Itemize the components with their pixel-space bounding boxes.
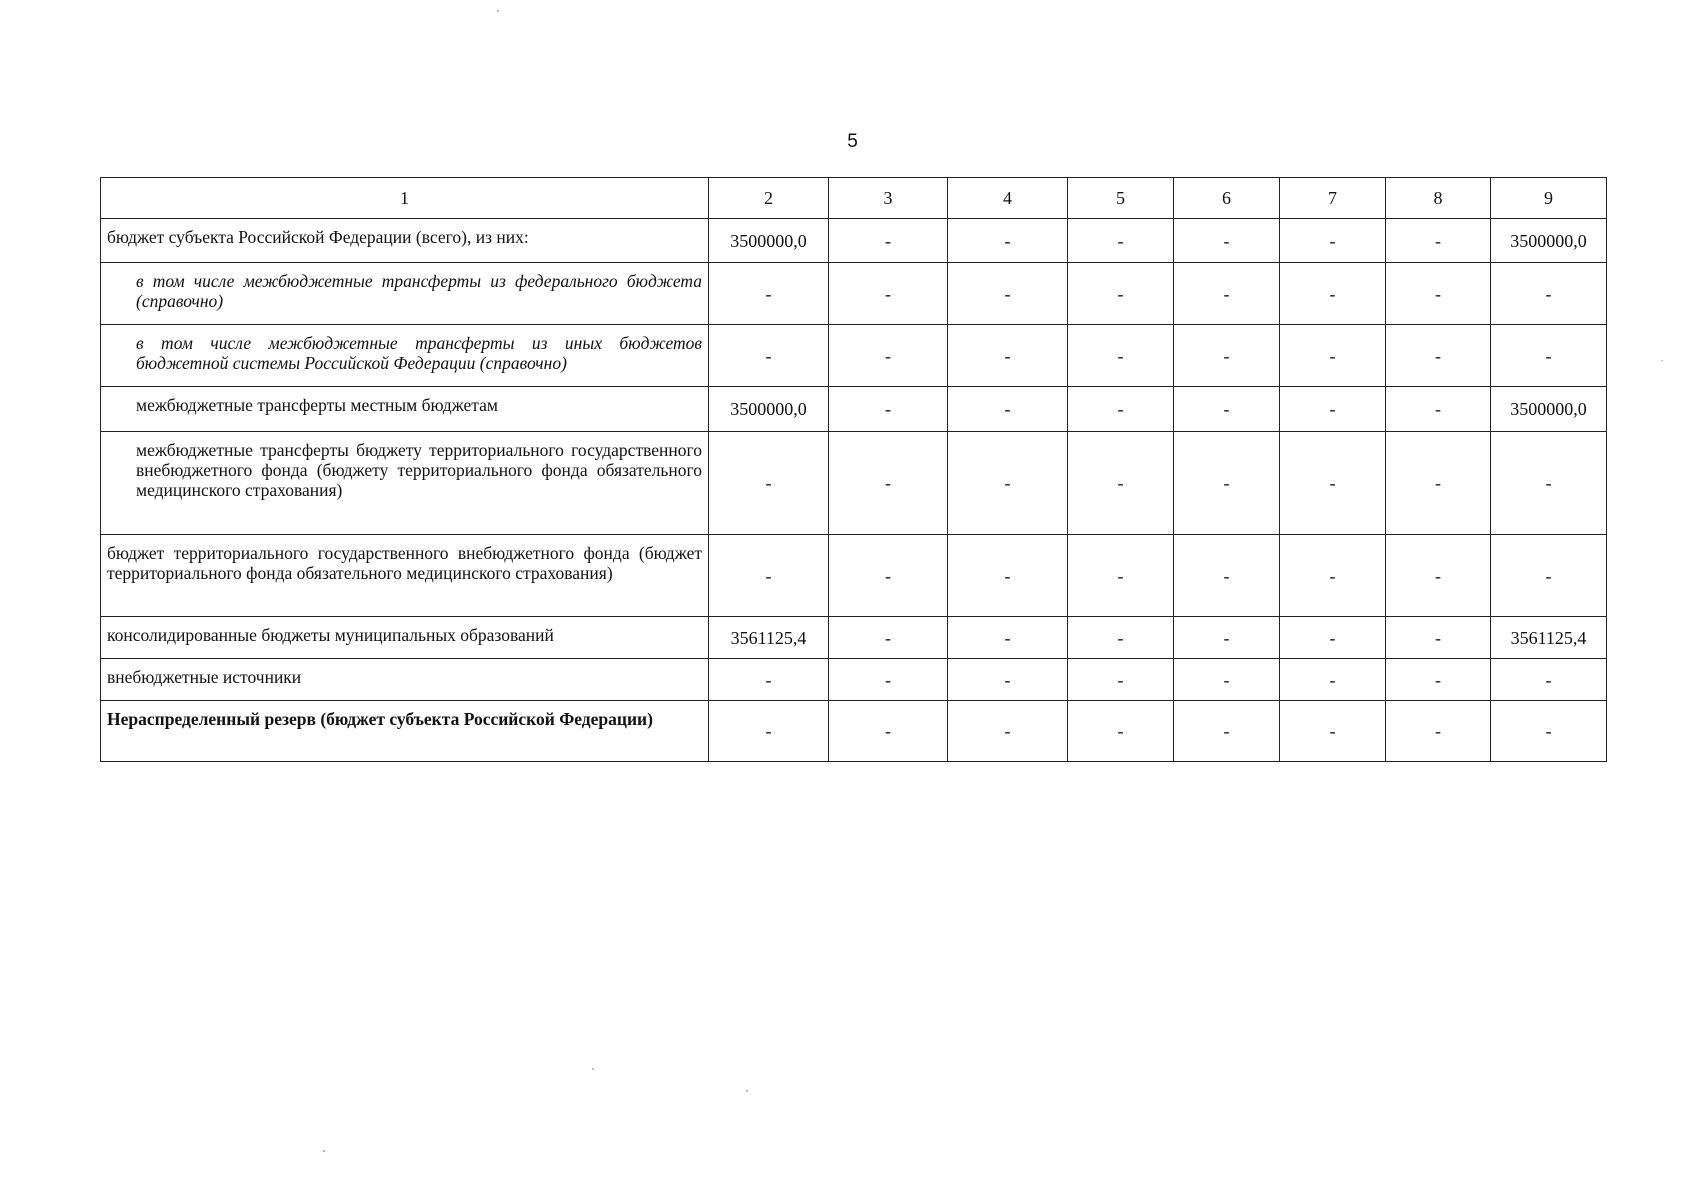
- table-cell: 3561125,4: [1491, 617, 1607, 659]
- table-cell: -: [1068, 701, 1174, 762]
- table-cell: -: [829, 263, 948, 325]
- table-row: [101, 659, 1607, 701]
- table-cell: -: [1280, 387, 1386, 432]
- budget-table: [100, 177, 1607, 762]
- table-cell: -: [1174, 535, 1280, 617]
- table-cell: -: [1280, 263, 1386, 325]
- table-cell: -: [1068, 263, 1174, 325]
- table-cell: -: [1386, 617, 1491, 659]
- table-row: [101, 432, 1607, 535]
- scan-speck: [1661, 360, 1663, 361]
- table-cell: -: [1068, 617, 1174, 659]
- scan-speck: [746, 1090, 748, 1092]
- table-cell: -: [709, 701, 829, 762]
- table-cell: 3500000,0: [709, 387, 829, 432]
- scan-speck: [323, 1150, 325, 1152]
- table-cell: 3561125,4: [709, 617, 829, 659]
- table-cell: -: [948, 263, 1068, 325]
- table-cell: -: [1491, 659, 1607, 701]
- table-header-row: [101, 178, 1607, 219]
- table-cell: -: [1068, 535, 1174, 617]
- scan-speck: [497, 10, 499, 12]
- table-cell: -: [829, 659, 948, 701]
- table-cell: -: [829, 535, 948, 617]
- column-header: 7: [1280, 178, 1386, 219]
- table-cell: -: [948, 701, 1068, 762]
- column-header: 6: [1174, 178, 1280, 219]
- table-cell: -: [1491, 701, 1607, 762]
- table-cell: -: [829, 617, 948, 659]
- table-cell: -: [1174, 387, 1280, 432]
- table-cell: -: [1068, 387, 1174, 432]
- table-cell: -: [829, 432, 948, 535]
- column-header: 8: [1386, 178, 1491, 219]
- row-label: бюджет территориального государственного внебюджетного фонда (бюджет территориального фонда обязательного медицинского страхования): [101, 535, 709, 617]
- table-cell: -: [1491, 263, 1607, 325]
- table-cell: -: [1491, 432, 1607, 535]
- row-label: консолидированные бюджеты муниципальных образований: [101, 617, 709, 659]
- column-header: 5: [1068, 178, 1174, 219]
- row-label: в том числе межбюджетные трансферты из иных бюджетов бюджетной системы Российской Федерации (справочно): [101, 325, 709, 387]
- table-cell: -: [1280, 325, 1386, 387]
- table-cell: -: [1491, 535, 1607, 617]
- table-cell: -: [948, 387, 1068, 432]
- table-cell: -: [1174, 659, 1280, 701]
- table-cell: -: [1174, 325, 1280, 387]
- table-row: [101, 325, 1607, 387]
- table-cell: -: [948, 325, 1068, 387]
- table-cell: -: [1068, 325, 1174, 387]
- table-cell: -: [948, 535, 1068, 617]
- table-cell: -: [1280, 432, 1386, 535]
- table-cell: -: [709, 535, 829, 617]
- row-label: Нераспределенный резерв (бюджет субъекта Российской Федерации): [101, 701, 709, 762]
- table-row: [101, 535, 1607, 617]
- table-cell: -: [1174, 617, 1280, 659]
- table-row: [101, 263, 1607, 325]
- table-cell: -: [709, 659, 829, 701]
- column-header: 1: [101, 178, 709, 219]
- table-cell: -: [1174, 263, 1280, 325]
- table-row: [101, 387, 1607, 432]
- row-label: межбюджетные трансферты бюджету территориального государственного внебюджетного фонда (бюджету территориального фонда обязательного медицинского страхования): [101, 432, 709, 535]
- table-cell: -: [709, 432, 829, 535]
- table-cell: -: [1280, 617, 1386, 659]
- table-cell: -: [1068, 432, 1174, 535]
- table-cell: -: [1280, 701, 1386, 762]
- table-cell: -: [709, 263, 829, 325]
- scan-speck: [592, 1068, 594, 1070]
- table-cell: -: [1386, 325, 1491, 387]
- table-cell: -: [1386, 263, 1491, 325]
- table-cell: -: [1280, 535, 1386, 617]
- table-cell: -: [1386, 701, 1491, 762]
- table-cell: -: [1491, 325, 1607, 387]
- row-label: межбюджетные трансферты местным бюджетам: [101, 387, 709, 432]
- table-cell: -: [1386, 432, 1491, 535]
- row-label: бюджет субъекта Российской Федерации (всего), из них:: [101, 219, 709, 263]
- table-cell: -: [1280, 219, 1386, 263]
- column-header: 3: [829, 178, 948, 219]
- table-cell: -: [1174, 701, 1280, 762]
- row-label: в том числе межбюджетные трансферты из федерального бюджета (справочно): [101, 263, 709, 325]
- column-header: 4: [948, 178, 1068, 219]
- table-cell: -: [948, 617, 1068, 659]
- table-cell: -: [829, 387, 948, 432]
- page-number: 5: [847, 131, 858, 152]
- table-row: [101, 617, 1607, 659]
- table-cell: -: [1068, 219, 1174, 263]
- table-cell: -: [948, 219, 1068, 263]
- table-cell: 3500000,0: [709, 219, 829, 263]
- table-cell: 3500000,0: [1491, 219, 1607, 263]
- table-cell: -: [829, 219, 948, 263]
- table-cell: -: [1280, 659, 1386, 701]
- table-cell: -: [709, 325, 829, 387]
- table-cell: -: [1386, 387, 1491, 432]
- table-cell: -: [948, 659, 1068, 701]
- table-cell: -: [829, 325, 948, 387]
- table-cell: -: [1386, 219, 1491, 263]
- table-cell: -: [948, 432, 1068, 535]
- table-row: [101, 701, 1607, 762]
- table-cell: -: [1386, 659, 1491, 701]
- table-cell: -: [1174, 219, 1280, 263]
- table-cell: -: [829, 701, 948, 762]
- table-cell: 3500000,0: [1491, 387, 1607, 432]
- table-cell: -: [1068, 659, 1174, 701]
- column-header: 2: [709, 178, 829, 219]
- table-cell: -: [1174, 432, 1280, 535]
- column-header: 9: [1491, 178, 1607, 219]
- table-cell: -: [1386, 535, 1491, 617]
- table-row: [101, 219, 1607, 263]
- row-label: внебюджетные источники: [101, 659, 709, 701]
